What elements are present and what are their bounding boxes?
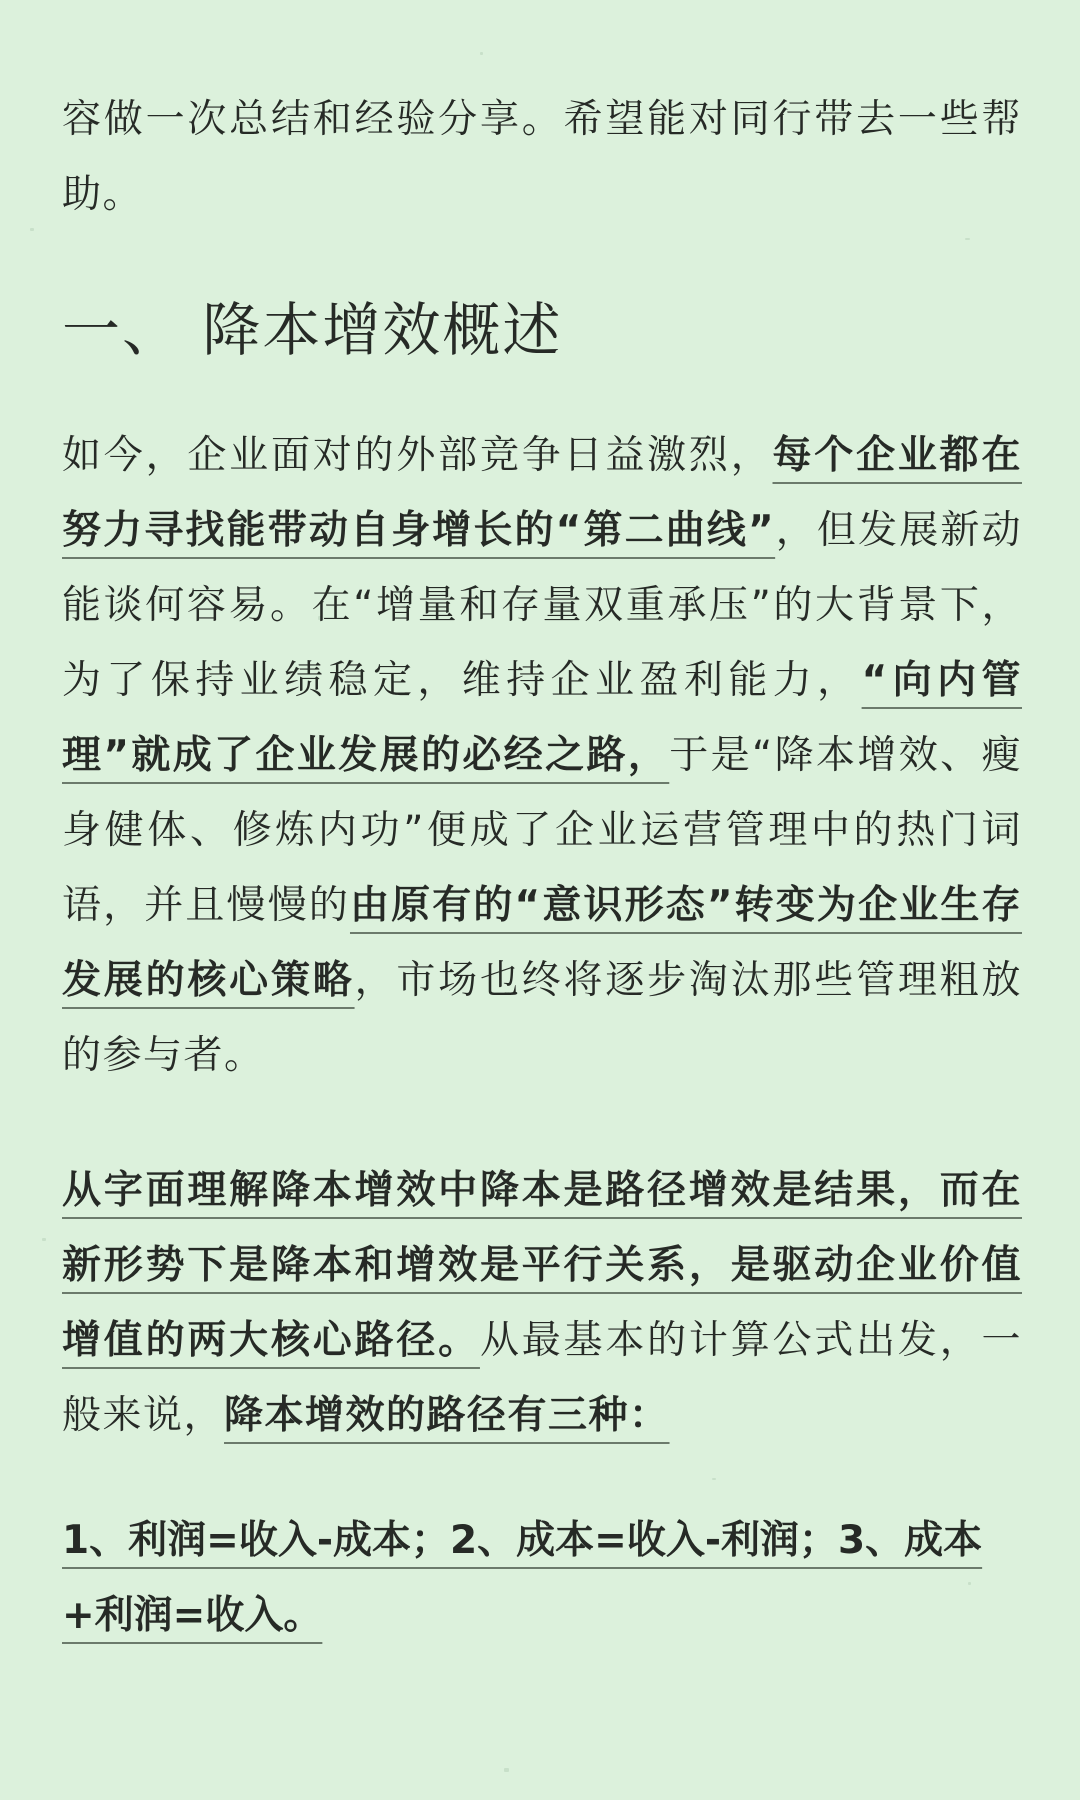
intro-paragraph (62, 82, 1022, 232)
paragraph-gap (62, 1453, 1022, 1503)
paragraph-gap (62, 1093, 1022, 1153)
intro-text: 容做一次总结和经验分享。希望能对同行带去一些帮助。 (62, 97, 1022, 217)
paper-speck (30, 228, 34, 231)
overview-text-4: ，市场也终将逐步淘汰那些管理粗放的参与者。 (62, 958, 1022, 1078)
overview-text-1: 如今，企业面对的外部竞争日益激烈， (62, 433, 773, 478)
section-heading: 一、 降本增效概述 (62, 296, 563, 364)
paths-text-1: 从最基本的计算公式出发，一般来说， (62, 1318, 1022, 1438)
overview-paragraph (62, 418, 1022, 1093)
highlight-three-paths: 降本增效的路径有三种： (224, 1393, 670, 1438)
paper-speck (504, 1768, 509, 1772)
formula-text: 1、利润=收入-成本；2、成本=收入-利润；3、成本+利润=收入。 (62, 1518, 983, 1638)
highlight-core-strategy: 由原有的“意识形态”转变为企业生存发展的核心策略 (62, 883, 1022, 1003)
paper-speck (480, 52, 483, 55)
overview-text-2: ，但发展新动能谈何容易。在“增量和存量双重承压”的大背景下，为了保持业绩稳定，维持企业盈利能力， (62, 508, 1022, 703)
formula-paragraph (62, 1503, 1022, 1653)
overview-text-3: 于是“降本增效、瘦身健体、修炼内功”便成了企业运营管理中的热门词语，并且慢慢的 (62, 733, 1022, 928)
paths-paragraph (62, 1153, 1022, 1453)
highlight-second-curve: 每个企业都在努力寻找能带动自身增长的“第二曲线” (62, 433, 1022, 553)
article-content (62, 82, 1022, 1653)
highlight-parallel-relation: 从字面理解降本增效中降本是路径增效是结果，而在新形势下是降本和增效是平行关系，是驱动企业价值增值的两大核心路径。 (62, 1168, 1022, 1363)
highlight-inward-management: “向内管理”就成了企业发展的必经之路， (62, 658, 1022, 778)
paper-speck (42, 1238, 46, 1241)
